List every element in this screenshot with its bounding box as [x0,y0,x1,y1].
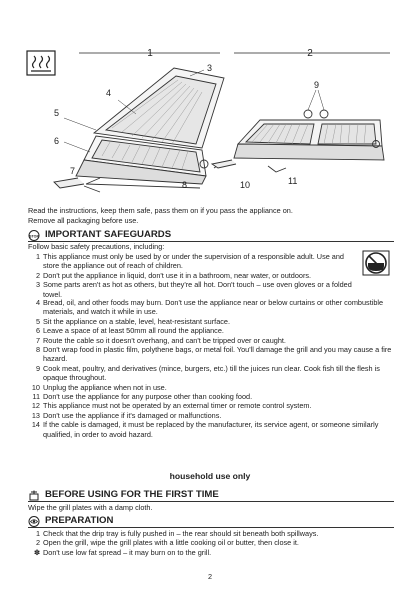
safeguards-lead: Follow basic safety precautions, including: [28,242,165,251]
list-item: 3 Some parts aren't as hot as others, but they're all hot. Don't touch – use oven gloves or a folded towel. [35,280,352,299]
first-use-text: Wipe the grill plates with a damp cloth. [28,503,153,512]
list-item: 12 This appliance must not be operated by an external timer or remote control system. [31,401,312,411]
stop-icon [28,230,40,241]
list-item: ✽ Don't use low fat spread – it may burn on to the grill. [33,547,212,557]
label-9: 9 [314,80,320,90]
label-1: 1 [147,48,153,59]
preparation-heading [28,515,394,528]
label-5: 5 [54,108,60,118]
label-4: 4 [106,88,112,98]
list-item: 13 Don't use the appliance if it's damaged or malfunctions. [31,410,222,420]
page-number: 2 [207,572,213,581]
list-item: 9 Cook meat, poultry, and derivatives (mince, burgers, etc.) till the juices run clear. Cook fish till the flesh is opaque throughout. [35,363,380,383]
safeguards-list-cont [28,298,392,439]
list-item: 2 Don't put the appliance in liquid, don't use it in a bathroom, near water, or outdoors. [35,270,312,280]
no-bathroom-icon [362,250,390,276]
intro-line-2: Remove all packaging before use. [28,215,139,225]
list-item: 11 Don't use the appliance for any purpose other than cooking food. [32,392,253,402]
list-item: 1 Check that the drip tray is fully pushed in – the rear should sit beneath both spillways. [35,529,319,538]
label-7: 7 [70,166,76,176]
svg-text:STOP: STOP [29,233,39,238]
safeguards-list [28,252,362,299]
grill-open-drawing [54,68,224,188]
list-item: 6 Leave a space of at least 50mm all round the appliance. [35,326,224,336]
intro-line-1: Read the instructions, keep them safe, pass them on if you pass the appliance on. [28,206,293,215]
list-item: 2 Open the grill, wipe the grill plates with a little cooking oil or butter, then close it. [35,538,299,548]
preparation-list [28,529,392,557]
list-item: 14 If the cable is damaged, it must be replaced by the manufacturer, its service agent, or someone similarly qualified, in order to avoid hazard. [31,420,379,439]
list-item: 7 Route the cable so it doesn't overhang, and can't be tripped over or caught. [35,335,286,345]
first-use-title: BEFORE USING FOR THE FIRST TIME [45,489,219,500]
label-10: 10 [240,180,251,190]
label-2: 2 [307,48,313,59]
label-11: 11 [288,176,298,186]
label-6: 6 [54,136,60,146]
first-use-icon [28,490,40,501]
intro-text [28,206,398,225]
label-3: 3 [207,63,213,73]
first-use-heading [28,489,394,502]
label-8: 8 [182,180,188,190]
list-item: 4 Bread, oil, and other foods may burn. Don't use the appliance near or below curtains or other combustible materials, and watch it while in use. [35,298,384,317]
hot-surface-icon [27,51,55,75]
grill-flat-drawing [212,110,384,172]
eye-icon [28,516,40,527]
list-item: 5 Sit the appliance on a stable, level, heat-resistant surface. [35,316,230,326]
preparation-title: PREPARATION [45,515,114,526]
safeguards-title: IMPORTANT SAFEGUARDS [45,229,172,240]
household-use-note: household use only [169,471,251,481]
safeguards-heading [28,229,394,242]
list-item: 8 Don't wrap food in plastic film, polythene bags, or metal foil. You'll damage the grill and you may cause a fire hazard. [35,345,392,364]
list-item: 10 Unplug the appliance when not in use. [31,382,167,392]
grill-illustration [24,48,396,196]
list-item: 1 This appliance must only be used by or under the supervision of a responsible adult. Use and store the appliance out of reach of children. [35,252,344,271]
